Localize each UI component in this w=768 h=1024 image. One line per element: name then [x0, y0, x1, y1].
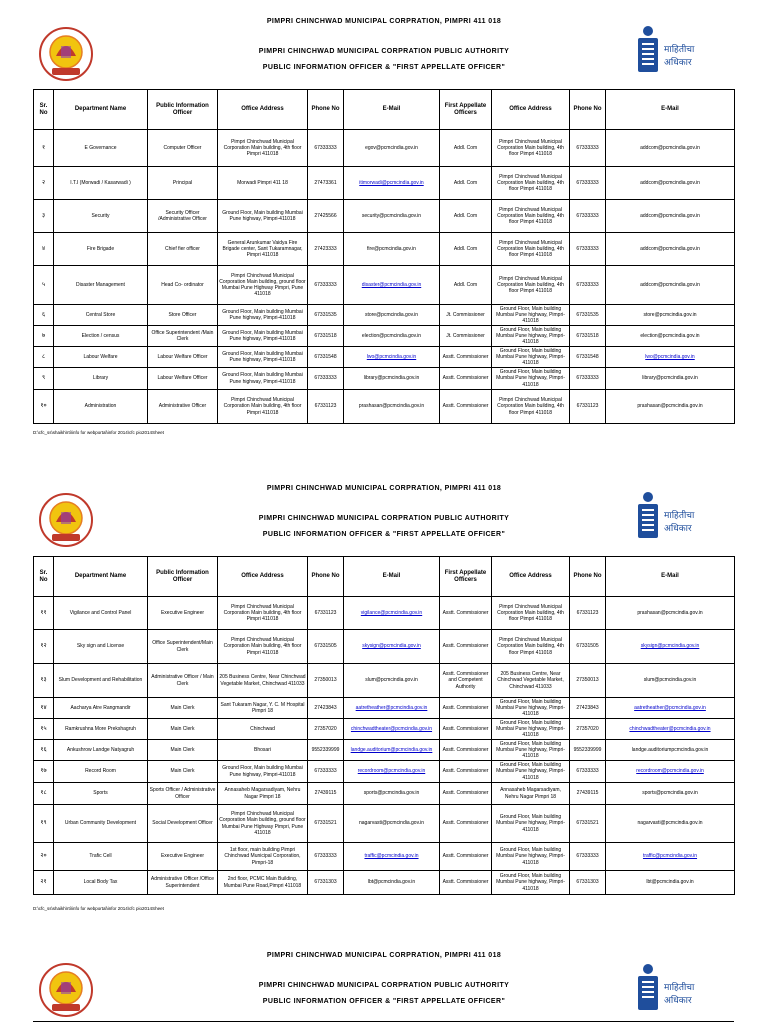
- col-phone2: Phone No: [570, 557, 606, 597]
- cell-dept: Vigilance and Control Panel: [54, 597, 148, 630]
- cell-dept: I.T.I (Morwadi / Kasarwadi ): [54, 167, 148, 200]
- cell-phone: 27357020: [308, 719, 344, 740]
- rti-text-1: माहितीचा: [664, 982, 695, 992]
- cell-phone2: 27423843: [570, 698, 606, 719]
- cell-addr2: Pimpri Chinchwad Municipal Corporation Main building, 4th floor Pimpri 411018: [492, 630, 570, 664]
- page-2-officer-table: [33, 556, 735, 895]
- cell-dept: Administration: [54, 390, 148, 424]
- cell-phone2: 67333333: [570, 167, 606, 200]
- cell-pio: Main Clerk: [148, 719, 218, 740]
- cell-phone2: 67331521: [570, 805, 606, 843]
- cell-email2[interactable]: traffic@pcmcindia.gov.in: [606, 843, 735, 871]
- cell-phone: 27425566: [308, 200, 344, 233]
- col-email2: E-Mail: [606, 90, 735, 130]
- cell-addr: Bhosari: [218, 740, 308, 761]
- cell-email: sports@pcmcindia.gov.in: [344, 783, 440, 805]
- col-fao: First Appellate Officers: [440, 557, 492, 597]
- cell-email: nagarvasti@pcmcindia.gov.in: [344, 805, 440, 843]
- page-1-corp-title: PIMPRI CHINCHWAD MUNICIPAL CORPRATION, PIMPRI 411 018: [266, 18, 502, 25]
- cell-email: egov@pcmcindia.gov.in: [344, 130, 440, 167]
- rti-logo: [634, 490, 700, 542]
- cell-phone2: 67331518: [570, 326, 606, 347]
- page-3-corp-title: PIMPRI CHINCHWAD MUNICIPAL CORPRATION, PIMPRI 411 018: [266, 952, 502, 959]
- cell-email: prashasan@pcmcindia.gov.in: [344, 390, 440, 424]
- cell-addr2: Ground Floor, Main building Mumbai Pune highway, Pimpri-411018: [492, 805, 570, 843]
- page-3-authority-title: PIMPRI CHINCHWAD MUNICIPAL CORPRATION PUBLIC AUTHORITY: [258, 982, 510, 989]
- cell-phone2: 67333333: [570, 761, 606, 783]
- cell-dept: Disaster Management: [54, 266, 148, 305]
- cell-addr: Morwadi Pimpri 411 18: [218, 167, 308, 200]
- col-email: E-Mail: [344, 557, 440, 597]
- cell-email[interactable]: lwo@pcmcindia.gov.in: [344, 347, 440, 368]
- cell-dept: Slum Development and Rehabilitation: [54, 664, 148, 698]
- page-1-officer-table: [33, 89, 735, 424]
- cell-dept: Sky sign and License: [54, 630, 148, 664]
- col-addr: Office Address: [218, 557, 308, 597]
- rti-text-2: अधिकार: [664, 523, 692, 533]
- page-2-file-path: D:\cfc_ss\shaikh\rti\info for webportal\infor 2014\cfc pio2014Sheet: [33, 906, 164, 911]
- cell-sr: १२: [34, 630, 54, 664]
- cell-email2: addcom@pcmcindia.gov.in: [606, 266, 735, 305]
- col-addr2: Office Address: [492, 90, 570, 130]
- cell-email[interactable]: itimorwadi@pcmcindia.gov.in: [344, 167, 440, 200]
- cell-sr: १८: [34, 783, 54, 805]
- table-header-row: [34, 90, 735, 130]
- table-row: [34, 233, 735, 266]
- cell-email2: store@pcmcindia.gov.in: [606, 305, 735, 326]
- table-row: [34, 305, 735, 326]
- cell-phone2: 67333333: [570, 233, 606, 266]
- cell-pio: Main Clerk: [148, 761, 218, 783]
- cell-phone2: 67333333: [570, 368, 606, 390]
- cell-addr: Pimpri Chinchwad Municipal Corporation Main building, 4th floor Pimpri 411018: [218, 130, 308, 167]
- cell-phone2: 67333333: [570, 843, 606, 871]
- cell-email[interactable]: skysign@pcmcindia.gov.in: [344, 630, 440, 664]
- cell-email[interactable]: recordroom@pcmcindia.gov.in: [344, 761, 440, 783]
- cell-email2: nagarvasti@pcmcindia.gov.in: [606, 805, 735, 843]
- cell-addr: Pimpri Chinchwad Municipal Corporation Main building, ground floor Mumbai Pune Highway Pimpri, Pune 411018: [218, 266, 308, 305]
- cell-pio: Labour Welfare Officer: [148, 347, 218, 368]
- cell-email2: addcom@pcmcindia.gov.in: [606, 130, 735, 167]
- cell-email: fire@pcmcindia.gov.in: [344, 233, 440, 266]
- cell-sr: १९: [34, 805, 54, 843]
- cell-dept: E Governance: [54, 130, 148, 167]
- cell-addr2: Pimpri Chinchwad Municipal Corporation Main building, 4th floor Pimpri 411018: [492, 266, 570, 305]
- cell-fao: Asstt. Commissioner: [440, 719, 492, 740]
- cell-sr: २१: [34, 871, 54, 895]
- cell-phone: 67333333: [308, 266, 344, 305]
- cell-email2: lbt@pcmcindia.gov.in: [606, 871, 735, 895]
- cell-addr: Ground Floor, Main building Mumbai Pune highway, Pimpri-411018: [218, 347, 308, 368]
- table-row: [34, 698, 735, 719]
- page-1-officer-title: PUBLIC INFORMATION OFFICER & "FIRST APPELLATE OFFICER": [262, 64, 506, 71]
- rti-text-1: माहितीचा: [664, 510, 695, 520]
- cell-pio: Administrative Officer / Main Clerk: [148, 664, 218, 698]
- cell-email2: addcom@pcmcindia.gov.in: [606, 200, 735, 233]
- cell-phone: 27473361: [308, 167, 344, 200]
- rti-text-2: अधिकार: [664, 57, 692, 67]
- cell-pio: Security Officer /Administrative Officer: [148, 200, 218, 233]
- cell-email2[interactable]: lwo@pcmcindia.gov.in: [606, 347, 735, 368]
- cell-email[interactable]: chinchwadtheater@pcmcindia.gov.in: [344, 719, 440, 740]
- cell-addr: Chinchwad: [218, 719, 308, 740]
- cell-phone: 27350013: [308, 664, 344, 698]
- col-dept: Department Name: [54, 557, 148, 597]
- cell-fao: Asstt. Commissioner: [440, 347, 492, 368]
- cell-phone2: 27357020: [570, 719, 606, 740]
- cell-pio: Head Co- ordinator: [148, 266, 218, 305]
- col-pio: Public Information Officer: [148, 90, 218, 130]
- table-row: [34, 390, 735, 424]
- rti-text-1: माहितीचा: [664, 44, 695, 54]
- cell-pio: Main Clerk: [148, 698, 218, 719]
- cell-sr: ६: [34, 305, 54, 326]
- cell-dept: Security: [54, 200, 148, 233]
- table-row: [34, 266, 735, 305]
- cell-phone2: 67331548: [570, 347, 606, 368]
- cell-fao: Asstt. Commissioner and Competent Authority: [440, 664, 492, 698]
- cell-email2: election@pcmcindia.gov.in: [606, 326, 735, 347]
- rti-logo: [634, 24, 700, 76]
- cell-phone2: 27350013: [570, 664, 606, 698]
- cell-fao: Asstt. Commissioner: [440, 698, 492, 719]
- cell-email2: library@pcmcindia.gov.in: [606, 368, 735, 390]
- col-email: E-Mail: [344, 90, 440, 130]
- col-addr2: Office Address: [492, 557, 570, 597]
- cell-phone2: 67331303: [570, 871, 606, 895]
- col-phone2: Phone No: [570, 90, 606, 130]
- cell-sr: १४: [34, 698, 54, 719]
- cell-pio: Executive Engineer: [148, 843, 218, 871]
- cell-fao: Asstt. Commissioner: [440, 843, 492, 871]
- cell-phone: 67331548: [308, 347, 344, 368]
- col-pio: Public Information Officer: [148, 557, 218, 597]
- cell-fao: Addl. Com: [440, 233, 492, 266]
- cell-addr2: Pimpri Chinchwad Municipal Corporation Main building, 4th floor Pimpri 411018: [492, 597, 570, 630]
- cell-addr: Ground Floor, Main building Mumbai Pune highway, Pimpri-411018: [218, 368, 308, 390]
- cell-email2: addcom@pcmcindia.gov.in: [606, 233, 735, 266]
- cell-addr2: Pimpri Chinchwad Municipal Corporation Main building, 4th floor Pimpri 411018: [492, 200, 570, 233]
- table-header-row: [34, 557, 735, 597]
- cell-addr: Pimpri Chinchwad Municipal Corporation Main building, 4th floor Pimpri 411018: [218, 630, 308, 664]
- cell-fao: Asstt. Commissioner: [440, 597, 492, 630]
- cell-sr: १६: [34, 740, 54, 761]
- pcmc-logo: [38, 962, 94, 1018]
- cell-dept: Labour Welfare: [54, 347, 148, 368]
- cell-email2: addcom@pcmcindia.gov.in: [606, 167, 735, 200]
- cell-sr: १०: [34, 390, 54, 424]
- table-row: [34, 597, 735, 630]
- cell-addr2: Ground Floor, Main building Mumbai Pune highway, Pimpri-411018: [492, 871, 570, 895]
- cell-fao: Asstt. Commissioner: [440, 390, 492, 424]
- cell-dept: Urban Community Development: [54, 805, 148, 843]
- cell-pio: Administrative Officer /Office Superintendent: [148, 871, 218, 895]
- cell-addr: Pimpri Chinchwad Municipal Corporation Main building, 4th floor Pimpri 411018: [218, 597, 308, 630]
- cell-phone2: 67333333: [570, 266, 606, 305]
- cell-phone: 27439115: [308, 783, 344, 805]
- col-sr: Sr. No: [34, 557, 54, 597]
- cell-email[interactable]: aatretheather@pcmcindia.gov.in: [344, 698, 440, 719]
- rti-text-2: अधिकार: [664, 995, 692, 1005]
- page-3-officer-title: PUBLIC INFORMATION OFFICER & "FIRST APPELLATE OFFICER": [262, 998, 506, 1005]
- col-fao: First Appellate Officers: [440, 90, 492, 130]
- table-row: [34, 740, 735, 761]
- cell-addr: Ground Floor, Main building Mumbai Pune highway, Pimpri-411018: [218, 761, 308, 783]
- cell-addr2: Annasaheb Magarsadiyam, Nehru Nagar Pimpri 18: [492, 783, 570, 805]
- cell-fao: Addl. Com: [440, 200, 492, 233]
- cell-fao: Asstt. Commissioner: [440, 805, 492, 843]
- cell-email: store@pcmcindia.gov.in: [344, 305, 440, 326]
- cell-addr2: Ground Floor, Main building Mumbai Pune highway, Pimpri-411018: [492, 305, 570, 326]
- cell-pio: Administrative Officer: [148, 390, 218, 424]
- cell-addr2: Pimpri Chinchwad Municipal Corporation Main building, 4th floor Pimpri 411018: [492, 167, 570, 200]
- cell-phone2: 67333333: [570, 200, 606, 233]
- cell-addr: Sant Tukaram Nagar, Y. C. M Hospital Pimpri 18: [218, 698, 308, 719]
- cell-sr: २: [34, 167, 54, 200]
- cell-sr: ८: [34, 347, 54, 368]
- cell-phone: 67333333: [308, 368, 344, 390]
- page-2-authority-title: PIMPRI CHINCHWAD MUNICIPAL CORPRATION PUBLIC AUTHORITY: [258, 515, 510, 522]
- cell-phone: 67331518: [308, 326, 344, 347]
- cell-addr: 1st floor, main building Pimpri Chinchwad Municipal Corporation, Pimpri-18: [218, 843, 308, 871]
- cell-phone: 67333333: [308, 761, 344, 783]
- cell-sr: २०: [34, 843, 54, 871]
- cell-email2[interactable]: recordroom@pcmcindia.gov.in: [606, 761, 735, 783]
- col-dept: Department Name: [54, 90, 148, 130]
- cell-pio: Office Superintendent/Main Clerk: [148, 630, 218, 664]
- cell-phone: 67331123: [308, 390, 344, 424]
- cell-phone: 67331303: [308, 871, 344, 895]
- cell-dept: Fire Brigade: [54, 233, 148, 266]
- cell-addr: Annasaheb Magarsadiyam, Nehru Nagar Pimpri 18: [218, 783, 308, 805]
- cell-addr: Pimpri Chinchwad Municipal Corporation Main building, 4th floor Pimpri 411018: [218, 390, 308, 424]
- cell-dept: Record Room: [54, 761, 148, 783]
- cell-addr: Pimpri Chinchwad Municipal Corporation Main building, ground floor Mumbai Pune Highway Pimpri, Pune 411018: [218, 805, 308, 843]
- col-addr: Office Address: [218, 90, 308, 130]
- col-email2: E-Mail: [606, 557, 735, 597]
- cell-addr: Ground Floor, Main building Mumbai Pune highway, Pimpri-411018: [218, 200, 308, 233]
- cell-fao: Jt. Commissioner: [440, 305, 492, 326]
- table-row: [34, 326, 735, 347]
- cell-dept: Election / census: [54, 326, 148, 347]
- table-row: [34, 630, 735, 664]
- cell-email2: landge.auditoriumpcmcindia.gov.in: [606, 740, 735, 761]
- cell-addr: General Arunkumar Vaidya Fire Brigade center, Sant Tukaramnagar, Pimpri 411018: [218, 233, 308, 266]
- cell-email[interactable]: vigilance@pcmcindia.gov.in: [344, 597, 440, 630]
- cell-phone2: 67331123: [570, 597, 606, 630]
- cell-fao: Asstt. Commissioner: [440, 368, 492, 390]
- cell-email: slum@pcmcindia.gov.in: [344, 664, 440, 698]
- table-row: [34, 843, 735, 871]
- cell-fao: Addl. Com: [440, 167, 492, 200]
- cell-phone: 67331505: [308, 630, 344, 664]
- cell-email[interactable]: disaster@pcmcindia.gov.in: [344, 266, 440, 305]
- cell-fao: Asstt. Commissioner: [440, 630, 492, 664]
- cell-pio: Labour Welfare Officer: [148, 368, 218, 390]
- cell-phone: 67333333: [308, 130, 344, 167]
- page-3-table-top-border: [33, 1021, 734, 1022]
- cell-addr: 2nd floor, PCMC Main Building, Mumbai Pune Road,Pimpri 411018: [218, 871, 308, 895]
- cell-addr2: 205 Business Centre, Near Chinchwad Vegetable Market, Chinchwad 411033: [492, 664, 570, 698]
- cell-addr2: Ground Floor, Main building Mumbai Pune highway, Pimpri-411018: [492, 368, 570, 390]
- table-row: [34, 167, 735, 200]
- cell-addr2: Ground Floor, Main building Mumbai Pune highway, Pimpri-411018: [492, 761, 570, 783]
- cell-addr: 205 Business Centre, Near Chinchwad Vegetable Market, Chinchwad 411033: [218, 664, 308, 698]
- cell-addr2: Ground Floor, Main building Mumbai Pune highway, Pimpri-411018: [492, 740, 570, 761]
- table-row: [34, 871, 735, 895]
- cell-phone: 9552339999: [308, 740, 344, 761]
- cell-addr2: Pimpri Chinchwad Municipal Corporation Main building, 4th floor Pimpri 411018: [492, 390, 570, 424]
- cell-dept: Ramkrushna More Prekshagruh: [54, 719, 148, 740]
- cell-phone: 67333333: [308, 843, 344, 871]
- cell-fao: Asstt. Commissioner: [440, 871, 492, 895]
- table-row: [34, 368, 735, 390]
- cell-email2[interactable]: aatretheather@pcmcindia.gov.in: [606, 698, 735, 719]
- cell-email2[interactable]: skysign@pcmcindia.gov.in: [606, 630, 735, 664]
- cell-sr: ४: [34, 233, 54, 266]
- cell-email2[interactable]: chinchwadtheater@pcmcindia.gov.in: [606, 719, 735, 740]
- cell-sr: १५: [34, 719, 54, 740]
- cell-email: library@pcmcindia.gov.in: [344, 368, 440, 390]
- cell-sr: १: [34, 130, 54, 167]
- cell-dept: Local Body Tax: [54, 871, 148, 895]
- cell-pio: Store Officer: [148, 305, 218, 326]
- table-row: [34, 347, 735, 368]
- table-row: [34, 805, 735, 843]
- cell-dept: Sports: [54, 783, 148, 805]
- cell-sr: १७: [34, 761, 54, 783]
- cell-pio: Chief fier officer: [148, 233, 218, 266]
- cell-dept: Ankushrow Landge Natyagruh: [54, 740, 148, 761]
- cell-email2: slum@pcmcindia.gov.in: [606, 664, 735, 698]
- cell-pio: Computer Officer: [148, 130, 218, 167]
- table-row: [34, 200, 735, 233]
- table-row: [34, 783, 735, 805]
- cell-fao: Addl. Com: [440, 266, 492, 305]
- cell-email: election@pcmcindia.gov.in: [344, 326, 440, 347]
- page-2-officer-title: PUBLIC INFORMATION OFFICER & "FIRST APPELLATE OFFICER": [262, 531, 506, 538]
- table-row: [34, 719, 735, 740]
- cell-phone: 67331123: [308, 597, 344, 630]
- cell-phone: 67331535: [308, 305, 344, 326]
- cell-addr2: Ground Floor, Main building Mumbai Pune highway, Pimpri-411018: [492, 347, 570, 368]
- cell-addr: Ground Floor, Main building Mumbai Pune highway, Pimpri-411018: [218, 326, 308, 347]
- cell-pio: Sports Officer / Administrative Officer: [148, 783, 218, 805]
- cell-pio: Social Development Officer: [148, 805, 218, 843]
- cell-sr: ९: [34, 368, 54, 390]
- cell-email[interactable]: landge.auditorium@pcmcindia.gov.in: [344, 740, 440, 761]
- table-row: [34, 761, 735, 783]
- cell-fao: Addl. Com: [440, 130, 492, 167]
- cell-addr: Ground Floor, Main building Mumbai Pune highway, Pimpri-411018: [218, 305, 308, 326]
- cell-phone2: 67331505: [570, 630, 606, 664]
- cell-pio: Principal: [148, 167, 218, 200]
- cell-sr: ५: [34, 266, 54, 305]
- cell-addr2: Ground Floor, Main building Mumbai Pune highway, Pimpri-411018: [492, 326, 570, 347]
- table-row: [34, 130, 735, 167]
- cell-dept: Central Store: [54, 305, 148, 326]
- cell-dept: Library: [54, 368, 148, 390]
- cell-sr: ७: [34, 326, 54, 347]
- cell-sr: ३: [34, 200, 54, 233]
- cell-phone: 67331521: [308, 805, 344, 843]
- cell-fao: Asstt. Commissioner: [440, 761, 492, 783]
- cell-phone: 27423333: [308, 233, 344, 266]
- cell-email: lbt@pcmcindia.gov.in: [344, 871, 440, 895]
- cell-email2: prashasan@pcmcindia.gov.in: [606, 390, 735, 424]
- cell-pio: Executive Engineer: [148, 597, 218, 630]
- col-sr: Sr. No: [34, 90, 54, 130]
- cell-addr2: Ground Floor, Main building Mumbai Pune highway, Pimpri-411018: [492, 719, 570, 740]
- cell-email: security@pcmcindia.gov.in: [344, 200, 440, 233]
- cell-email2: sports@pcmcindia.gov.in: [606, 783, 735, 805]
- cell-fao: Asstt. Commissioner: [440, 740, 492, 761]
- cell-phone2: 67331123: [570, 390, 606, 424]
- cell-email2: prashasan@pcmcindia.gov.in: [606, 597, 735, 630]
- cell-phone: 27423843: [308, 698, 344, 719]
- cell-addr2: Ground Floor, Main building Mumbai Pune highway, Pimpri-411018: [492, 843, 570, 871]
- page-1-file-path: D:\cfc_ss\shaikh\rti\info for webportal\infor 2014\cfc pio2014Sheet: [33, 430, 164, 435]
- cell-dept: Trafic Cell: [54, 843, 148, 871]
- cell-sr: ११: [34, 597, 54, 630]
- rti-logo: [634, 962, 700, 1014]
- col-phone: Phone No: [308, 90, 344, 130]
- cell-phone2: 67331535: [570, 305, 606, 326]
- page-2-corp-title: PIMPRI CHINCHWAD MUNICIPAL CORPRATION, PIMPRI 411 018: [266, 485, 502, 492]
- cell-email[interactable]: traffic@pcmcindia.gov.in: [344, 843, 440, 871]
- cell-dept: Aacharya Atre Rangmandir: [54, 698, 148, 719]
- cell-sr: १३: [34, 664, 54, 698]
- page-1-authority-title: PIMPRI CHINCHWAD MUNICIPAL CORPRATION PUBLIC AUTHORITY: [258, 48, 510, 55]
- cell-addr2: Pimpri Chinchwad Municipal Corporation Main building, 4th floor Pimpri 411018: [492, 233, 570, 266]
- cell-fao: Jt. Commissioner: [440, 326, 492, 347]
- cell-phone2: 27439115: [570, 783, 606, 805]
- cell-addr2: Pimpri Chinchwad Municipal Corporation Main building, 4th floor Pimpri 411018: [492, 130, 570, 167]
- cell-phone2: 9552339999: [570, 740, 606, 761]
- table-row: [34, 664, 735, 698]
- cell-pio: Main Clerk: [148, 740, 218, 761]
- cell-pio: Office Superintendent /Main Clerk: [148, 326, 218, 347]
- cell-phone2: 67333333: [570, 130, 606, 167]
- cell-addr2: Ground Floor, Main building Mumbai Pune highway, Pimpri-411018: [492, 698, 570, 719]
- col-phone: Phone No: [308, 557, 344, 597]
- cell-fao: Asstt. Commissioner: [440, 783, 492, 805]
